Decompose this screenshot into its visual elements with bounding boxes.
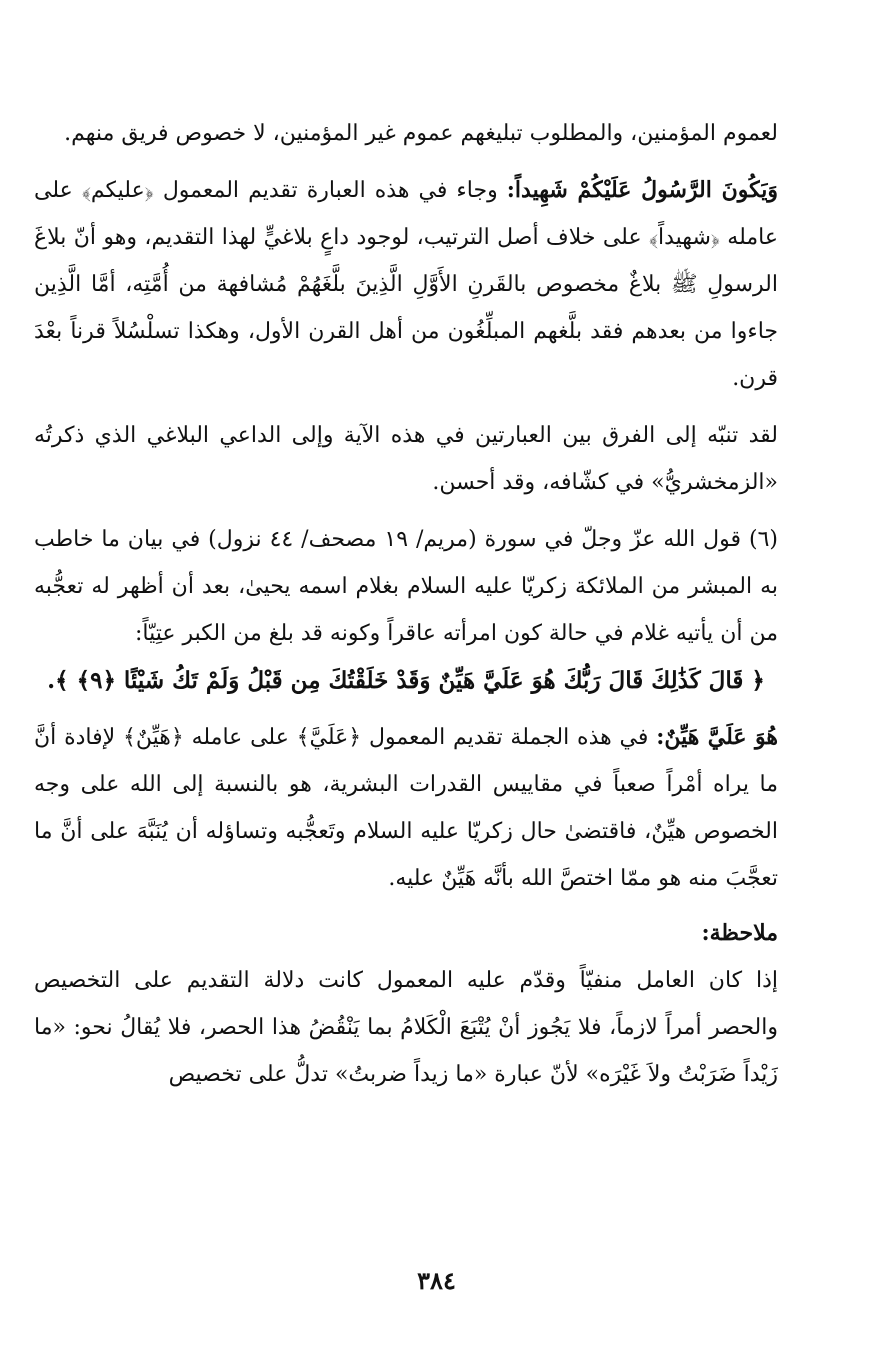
page-number: ٣٨٤ [417,1266,456,1295]
paragraph-2 [34,167,778,402]
paragraph-2-body: وجاء في هذه العبارة تقديم المعمول ﴿عليكم﴾ على عامله ﴿شهيداً﴾ على خلاف أصل الترتيب، لوجود داعٍ بلاغيٍّ لهذا التقديم، وهو أنّ بلاغَ الرسولِ ﷺ بلاغٌ مخصوص بالقَرنِ الأَوَّلِ الَّذِينَ بلَّغَهُمْ مُشافهة من أُمَّتِه، أمَّا الَّذِين جاءوا من بعدهم فقد بلَّغهم المبلِّغُون من أهل القرن الأول، وهكذا تسلْسُلاً قرناً بعْدَ قرن. [34,178,778,391]
quran-verse: ﴿ قَالَ كَذَٰلِكَ قَالَ رَبُّكَ هُوَ عَلَيَّ هَيِّنٌ وَقَدْ خَلَقْتُكَ مِن قَبْلُ وَلَمْ تَكُ شَيْئًا ﴿٩﴾ ﴾. [47,667,765,694]
paragraph-3: لقد تنبّه إلى الفرق بين العبارتين في هذه الآية وإلى الداعي البلاغي الذي ذكرتُه «الزمخشريُّ» في كشّافه، وقد أحسن. [34,423,778,495]
quoted-phrase-witness: وَيَكُونَ الرَّسُولُ عَلَيْكُمْ شَهِيداً: [506,177,779,203]
page-body [34,110,778,1098]
paragraph-5 [34,714,778,902]
paragraph-5-body: في هذه الجملة تقديم المعمول ﴿عَلَيَّ﴾ على عامله ﴿هَيِّنٌ﴾ لإفادة أنَّ ما يراه أمْراً صعباً في مقاييس القدرات البشرية، هو بالنسبة إلى الله على وجه الخصوص هيِّنٌ، فاقتضىٰ حال زكريّا عليه السلام وتَعجُّبه وتساؤله أن يُنَبَّهَ على أنَّ ما تعجَّبَ منه هو ممّا اختصَّ الله بأنَّه هَيِّنٌ عليه. [34,725,778,891]
paragraph-6: إذا كان العامل منفيّاً وقدّم عليه المعمول كانت دلالة التقديم على التخصيص والحصر أمراً لازماً، فلا يَجُوز أنْ يُتْبَعَ الْكَلامُ بما يَنْقُضُ هذا الحصر، فلا يُقالُ نحو: «ما زَيْداً ضَرَبْتُ ولاَ غَيْرَه» لأنّ عبارة «ما زيداً ضربتُ» تدلُّ على تخصيص [34,968,778,1087]
paragraph-1: لعموم المؤمنين، والمطلوب تبليغهم عموم غير المؤمنين، لا خصوص فريق منهم. [64,121,778,146]
note-heading: ملاحظة: [701,920,778,946]
paragraph-4: (٦) قول الله عزّ وجلّ في سورة (مريم/ ١٩ مصحف/ ٤٤ نزول) في بيان ما خاطب به المبشر من الملائكة زكريّا عليه السلام بغلام اسمه يحيىٰ، بعد أن أظهر له تعجُّبه من أن يأتيه غلام في حالة كون امرأته عاقراً وكونه قد بلغ من الكبر عتِيّاً: [34,527,778,646]
quoted-phrase-easy: هُوَ عَلَيَّ هَيِّنٌ: [656,724,778,750]
